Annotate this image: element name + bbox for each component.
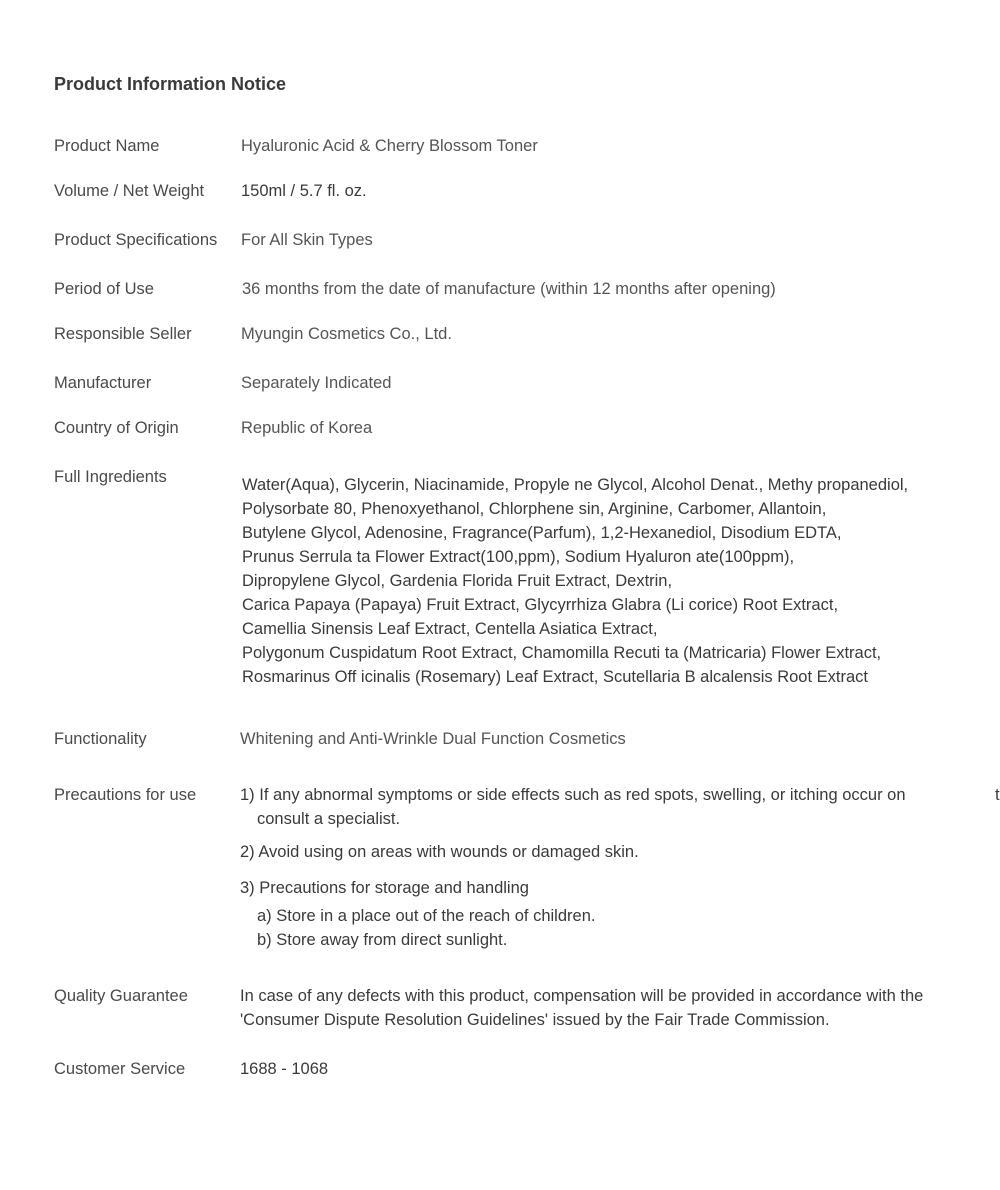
functionality-label: Functionality xyxy=(54,730,147,748)
customer-service-label: Customer Service xyxy=(54,1060,186,1078)
period-of-use-value: 36 months from the date of manufacture (within 12 months after opening) xyxy=(242,280,776,298)
product-name-value: Hyaluronic Acid & Cherry Blossom Toner xyxy=(241,137,538,155)
page-title: Product Information Notice xyxy=(54,74,287,94)
volume-label: Volume / Net Weight xyxy=(54,182,205,200)
functionality-value: Whitening and Anti-Wrinkle Dual Function Cosmetics xyxy=(240,730,626,748)
ingredients-line: Dipropylene Glycol, Gardenia Florida Fruit Extract, Dextrin, xyxy=(242,572,673,590)
volume-value: 150ml / 5.7 fl. oz. xyxy=(241,182,367,200)
precaution-item-2: 2) Avoid using on areas with wounds or damaged skin. xyxy=(240,843,639,861)
specifications-value: For All Skin Types xyxy=(241,231,373,249)
product-name-label: Product Name xyxy=(54,137,160,155)
quality-label: Quality Guarantee xyxy=(54,987,188,1005)
precaution-item-1-cont: consult a specialist. xyxy=(257,810,401,828)
ingredients-line: Polysorbate 80, Phenoxyethanol, Chlorphene sin, Arginine, Carbomer, Allantoin, xyxy=(242,500,827,518)
seller-label: Responsible Seller xyxy=(54,325,192,343)
specifications-label: Product Specifications xyxy=(54,231,218,249)
ingredients-line: Butylene Glycol, Adenosine, Fragrance(Parfum), 1,2-Hexanediol, Disodium EDTA, xyxy=(242,524,842,542)
customer-service-value: 1688 - 1068 xyxy=(240,1060,329,1078)
precaution-item-1: 1) If any abnormal symptoms or side effects such as red spots, swelling, or itching occur on xyxy=(240,786,906,804)
precaution-item-1-clipped: t xyxy=(995,786,1000,804)
ingredients-line: Prunus Serrula ta Flower Extract(100,ppm), Sodium Hyaluron ate(100ppm), xyxy=(242,548,795,566)
manufacturer-label: Manufacturer xyxy=(54,374,152,392)
precautions-label: Precautions for use xyxy=(54,786,197,804)
ingredients-label: Full Ingredients xyxy=(54,468,167,486)
ingredients-line: Polygonum Cuspidatum Root Extract, Chamomilla Recuti ta (Matricaria) Flower Extract, xyxy=(242,644,882,662)
precaution-item-3b: b) Store away from direct sunlight. xyxy=(257,931,508,949)
manufacturer-value: Separately Indicated xyxy=(241,374,392,392)
quality-line-1: In case of any defects with this product, compensation will be provided in accordance with the xyxy=(240,987,924,1005)
origin-value: Republic of Korea xyxy=(241,419,373,437)
ingredients-line: Rosmarinus Off icinalis (Rosemary) Leaf Extract, Scutellaria B alcalensis Root Extract xyxy=(242,668,869,686)
precaution-item-3a: a) Store in a place out of the reach of children. xyxy=(257,907,596,925)
origin-label: Country of Origin xyxy=(54,419,179,437)
precaution-item-3: 3) Precautions for storage and handling xyxy=(240,879,529,897)
seller-value: Myungin Cosmetics Co., Ltd. xyxy=(241,325,452,343)
ingredients-line: Carica Papaya (Papaya) Fruit Extract, Glycyrrhiza Glabra (Li corice) Root Extract, xyxy=(242,596,839,614)
ingredients-line: Camellia Sinensis Leaf Extract, Centella Asiatica Extract, xyxy=(242,620,658,638)
period-of-use-label: Period of Use xyxy=(54,280,154,298)
quality-line-2: 'Consumer Dispute Resolution Guidelines' issued by the Fair Trade Commission. xyxy=(240,1011,830,1029)
ingredients-list xyxy=(242,473,908,689)
ingredients-line: Water(Aqua), Glycerin, Niacinamide, Propyle ne Glycol, Alcohol Denat., Methy propanediol, xyxy=(242,476,909,494)
